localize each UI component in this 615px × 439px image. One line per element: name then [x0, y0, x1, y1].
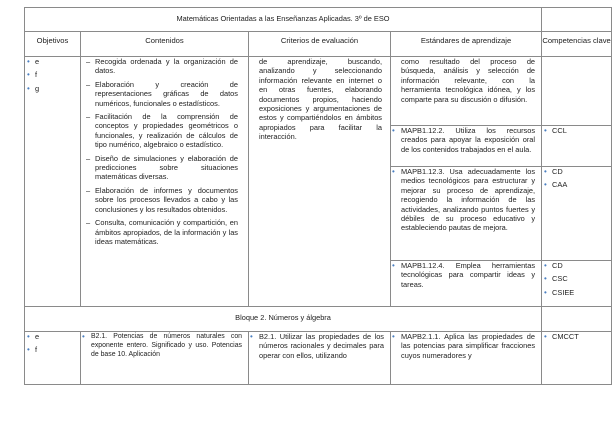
standard-text: • MAPB1.12.2. Utiliza los recursos creados para apoyar la exposición oral de los contenidos trabajados en el aula.: [391, 126, 535, 154]
column-header-objectives: Objetivos: [25, 32, 81, 57]
block-title: Bloque 2. Números y álgebra: [25, 307, 542, 332]
column-header-standards: Estándares de aprendizaje: [391, 32, 542, 57]
criteria-cell: de aprendizaje, buscando, analizando y seleccionando información relevante en internet o en otras fuentes, elaborando documentos propios, haciendo exposiciones y argumentaciones de estos y compartiéndolos en ámbitos apropiados para facilitar la interacción.: [249, 57, 391, 307]
standard-cell: [391, 332, 542, 385]
content-item: – Recogida ordenada y la organización de datos.: [83, 57, 238, 76]
content-item: – Elaboración de informes y documentos sobre los procesos llevados a cabo y las conclusiones y los resultados obtenidos.: [83, 186, 238, 214]
content-item: – Facilitación de la comprensión de conceptos y propiedades geométricos o funcionales, y realización de cálculos de tipo numérico, algebraico o estadístico.: [83, 112, 238, 150]
objectives-cell: [25, 57, 81, 307]
objective-item: • f: [25, 70, 80, 79]
competency-item: • CSIEE: [542, 288, 611, 297]
competency-item: • CD: [542, 261, 611, 270]
standard-cell: [391, 261, 542, 307]
criteria-text: • B2.1. Utilizar las propiedades de los números racionales y decimales para operar con ellos, utilizando: [249, 332, 384, 360]
title-empty-cell: [542, 8, 612, 32]
objective-item: • e: [25, 57, 80, 66]
standard-cell: [391, 167, 542, 261]
competency-item: • CD: [542, 167, 611, 176]
curriculum-table: [24, 7, 612, 385]
content-item: – Diseño de simulaciones y elaboración de predicciones sobre situaciones matemáticas diversas.: [83, 154, 238, 182]
objective-item: • g: [25, 84, 80, 93]
standard-cell: [391, 126, 542, 167]
standard-cell: como resultado del proceso de búsqueda, análisis y selección de información relevante, con la herramienta tecnológica idónea, y los comparte para su discusión o difusión.: [391, 57, 542, 126]
objective-item: • f: [25, 345, 80, 354]
content-item: – Consulta, comunicación y compartición, en ámbitos apropiados, de la información y las ideas matemáticas.: [83, 218, 238, 246]
column-header-contents: Contenidos: [81, 32, 249, 57]
standard-text: • MAPB2.1.1. Aplica las propiedades de las potencias para simplificar fracciones cuyos numeradores y: [391, 332, 535, 360]
block-title-empty-cell: [542, 307, 612, 332]
competency-item: • CCL: [542, 126, 611, 135]
content-item: – Elaboración y creación de representaciones gráficas de datos numéricos, funcionales o estadísticos.: [83, 80, 238, 108]
column-header-competencies: Competencias clave: [542, 32, 612, 57]
contents-cell: [81, 332, 249, 385]
competency-item: • CAA: [542, 180, 611, 189]
competency-item: • CMCCT: [542, 332, 611, 341]
competencies-cell: [542, 261, 612, 307]
competencies-cell: [542, 167, 612, 261]
standard-text: • MAPB1.12.3. Usa adecuadamente los medios tecnológicos para estructurar y mejorar su proceso de aprendizaje, recogiendo la información de las actividades, analizando puntos fuertes y débiles de su proceso educativo y estableciendo pautas de mejora.: [391, 167, 535, 233]
table-title: Matemáticas Orientadas a las Enseñanzas Aplicadas. 3º de ESO: [25, 8, 542, 32]
criteria-cell: [249, 332, 391, 385]
content-text: • B2.1. Potencias de números naturales con exponente entero. Significado y uso. Potencias de base 10. Aplicación: [81, 332, 242, 359]
standard-text: • MAPB1.12.4. Emplea herramientas tecnológicas para compartir ideas y tareas.: [391, 261, 535, 289]
column-header-criteria: Criterios de evaluación: [249, 32, 391, 57]
competencies-cell: [542, 57, 612, 126]
objective-item: • e: [25, 332, 80, 341]
contents-cell: [81, 57, 249, 307]
competencies-cell: [542, 332, 612, 385]
competencies-cell: [542, 126, 612, 167]
competency-item: • CSC: [542, 274, 611, 283]
objectives-cell: [25, 332, 81, 385]
